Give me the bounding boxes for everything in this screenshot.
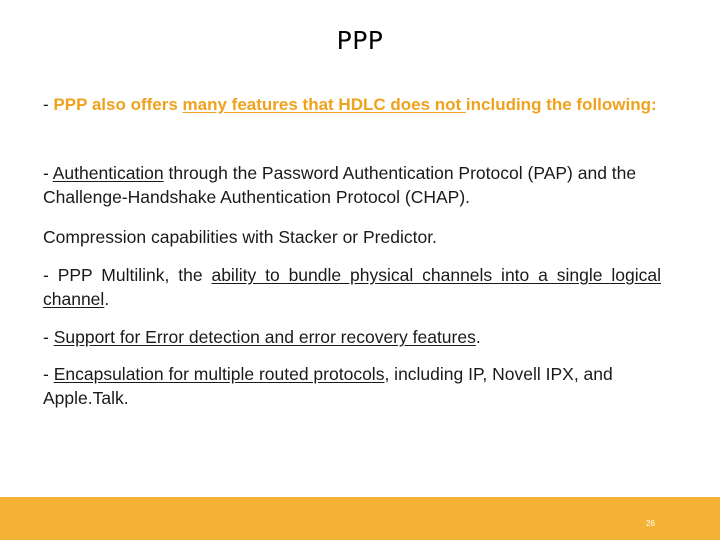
intro-underlined-phrase: many features that HDLC does not [182, 95, 466, 114]
intro-text-start: PPP also offers [53, 95, 183, 114]
bullet-authentication [43, 161, 661, 209]
bullet-underlined-phrase: Encapsulation for multiple routed protocols [53, 364, 385, 384]
bullet-text: Compression capabilities with Stacker or Predictor. [43, 227, 437, 247]
intro-text-end: including the following: [465, 95, 657, 114]
bullet-text: . [104, 289, 110, 309]
intro-dash: - [43, 95, 54, 114]
bullet-prefix: - [43, 364, 54, 384]
bullet-text: . [475, 327, 481, 347]
footer-bar [0, 497, 720, 540]
bullet-underlined-phrase: ability to bundle physical channels into a single logical channel [43, 265, 661, 309]
bullet-prefix: - PPP Multilink, the [43, 265, 212, 285]
bullet-encapsulation [43, 362, 661, 410]
bullet-underlined-phrase: Support for Error detection and error recovery features [53, 327, 476, 347]
bullet-text: through the Password Authentication Protocol (PAP) and the Challenge-Handshake Authentication Protocol (CHAP). [43, 163, 637, 207]
bullet-text: , including IP, Novell IPX, and Apple.Talk. [43, 364, 613, 408]
intro-paragraph [43, 86, 661, 124]
bullet-multilink [43, 263, 661, 311]
bullet-prefix: - [43, 327, 54, 347]
bullet-prefix: - [43, 163, 53, 183]
bullet-compression [43, 225, 661, 249]
slide-title: PPP [336, 26, 384, 55]
bullet-error-detection [43, 325, 661, 349]
page-number: 26 [646, 519, 655, 528]
bullet-underlined-phrase: Authentication [52, 163, 164, 183]
